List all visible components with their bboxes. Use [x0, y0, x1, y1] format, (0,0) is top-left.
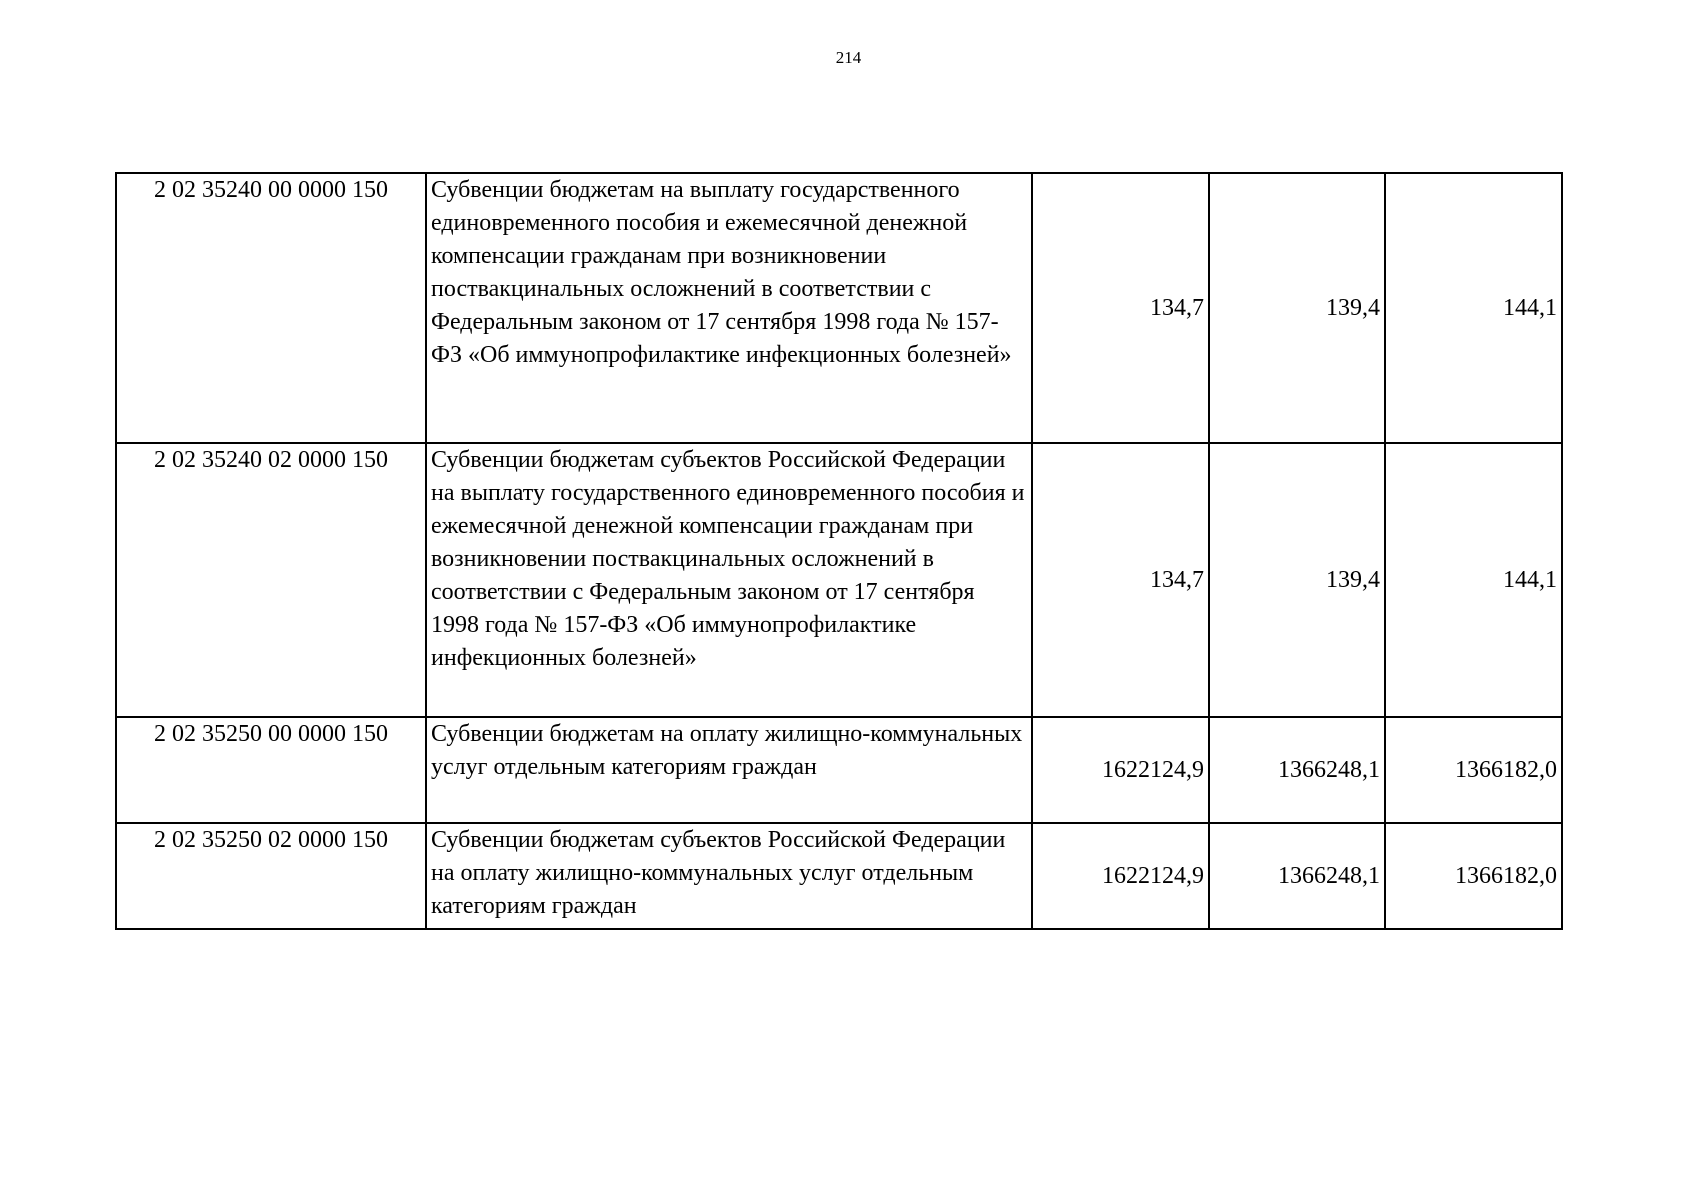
income-description: Субвенции бюджетам субъектов Российской Федерации на выплату государственного единовременного пособия и ежемесячной денежной компенсации гражданам при возникновении поствакцинальных осложнений в соответствии с Федеральным законом от 17 сентября 1998 года № 157-ФЗ «Об иммунопрофилактике инфекционных болезней» [426, 443, 1032, 717]
amount-year-1: 1622124,9 [1032, 717, 1209, 823]
table-row [116, 173, 1562, 443]
amount-year-3: 1366182,0 [1385, 717, 1562, 823]
budget-code: 2 02 35240 00 0000 150 [116, 173, 426, 443]
budget-table [115, 172, 1563, 930]
amount-year-1: 134,7 [1032, 173, 1209, 443]
budget-code: 2 02 35250 00 0000 150 [116, 717, 426, 823]
amount-year-1: 134,7 [1032, 443, 1209, 717]
amount-year-2: 1366248,1 [1209, 717, 1385, 823]
page-number: 214 [835, 48, 862, 67]
amount-year-2: 139,4 [1209, 443, 1385, 717]
amount-year-3: 144,1 [1385, 443, 1562, 717]
budget-code: 2 02 35250 02 0000 150 [116, 823, 426, 929]
amount-year-3: 144,1 [1385, 173, 1562, 443]
amount-year-2: 1366248,1 [1209, 823, 1385, 929]
amount-year-3: 1366182,0 [1385, 823, 1562, 929]
income-description: Субвенции бюджетам на оплату жилищно-коммунальных услуг отдельным категориям граждан [426, 717, 1032, 823]
income-description: Субвенции бюджетам субъектов Российской Федерации на оплату жилищно-коммунальных услуг отдельным категориям граждан [426, 823, 1032, 929]
table-row [116, 823, 1562, 929]
table-row [116, 717, 1562, 823]
amount-year-2: 139,4 [1209, 173, 1385, 443]
table-row [116, 443, 1562, 717]
amount-year-1: 1622124,9 [1032, 823, 1209, 929]
budget-code: 2 02 35240 02 0000 150 [116, 443, 426, 717]
income-description: Субвенции бюджетам на выплату государственного единовременного пособия и ежемесячной денежной компенсации гражданам при возникновении поствакцинальных осложнений в соответствии с Федеральным законом от 17 сентября 1998 года № 157-ФЗ «Об иммунопрофилактике инфекционных болезней» [426, 173, 1032, 443]
